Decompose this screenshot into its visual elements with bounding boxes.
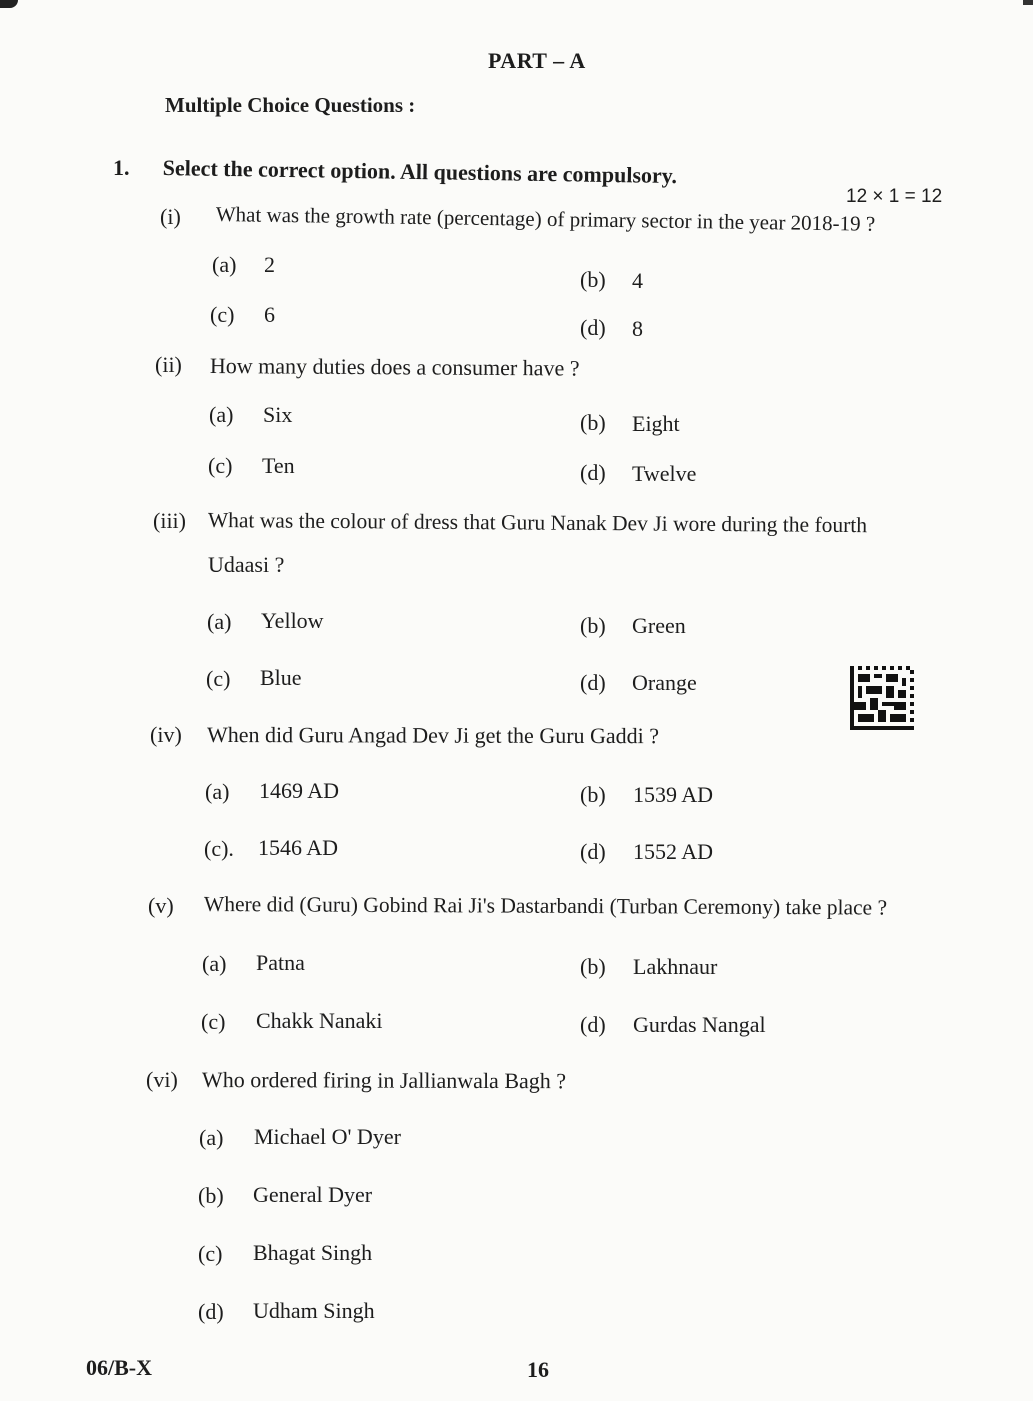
- sub-question-text: Udaasi ?: [208, 552, 285, 577]
- option-value: Ten: [262, 453, 295, 478]
- option-value: 1546 AD: [258, 835, 339, 860]
- scan-corner-mark: [1023, 0, 1033, 5]
- scan-corner-mark: [0, 0, 18, 8]
- option-value: Bhagat Singh: [253, 1240, 373, 1265]
- sub-question-text: What was the colour of dress that Guru Nanak Dev Ji wore during the fourth: [207, 508, 868, 538]
- option-value: Yellow: [261, 608, 324, 633]
- option-label: (c): [210, 302, 235, 327]
- sub-question-text: Who ordered firing in Jallianwala Bagh ?: [201, 1067, 567, 1094]
- datamatrix-barcode: [850, 666, 914, 730]
- sub-question-text: When did Guru Angad Dev Ji get the Guru Gaddi ?: [206, 722, 660, 749]
- option-label: (b): [580, 410, 606, 435]
- option-label: (d): [580, 839, 606, 864]
- question-instruction: Select the correct option. All questions are compulsory.: [162, 155, 678, 189]
- sub-question-number: (i): [160, 204, 181, 229]
- option-value: 1552 AD: [633, 839, 714, 864]
- paper-code: 06/B-X: [86, 1355, 152, 1380]
- option-label: (a): [209, 402, 234, 427]
- part-title: PART – A: [488, 48, 586, 73]
- option-value: Blue: [260, 665, 302, 690]
- option-value: Eight: [632, 411, 680, 436]
- option-label: (a): [212, 252, 237, 277]
- option-label: (c).: [204, 836, 234, 861]
- option-value: Six: [263, 402, 293, 427]
- option-label: (b): [580, 782, 606, 807]
- option-label: (b): [580, 613, 606, 638]
- page-number: 16: [527, 1357, 549, 1382]
- option-value: Michael O' Dyer: [254, 1124, 401, 1149]
- option-label: (b): [198, 1183, 224, 1208]
- option-label: (b): [580, 267, 606, 292]
- option-label: (d): [580, 1012, 606, 1037]
- option-label: (a): [199, 1125, 224, 1150]
- question-number: 1.: [113, 155, 130, 180]
- sub-question-number: (iii): [153, 508, 186, 533]
- sub-question-text: How many duties does a consumer have ?: [209, 353, 580, 381]
- option-label: (c): [206, 666, 231, 691]
- option-label: (d): [198, 1299, 224, 1324]
- option-label: (a): [207, 609, 232, 634]
- sub-question-number: (vi): [146, 1067, 178, 1092]
- option-label: (d): [580, 315, 606, 340]
- option-label: (c): [208, 453, 233, 478]
- option-label: (d): [580, 460, 606, 485]
- option-value: 1469 AD: [259, 778, 340, 803]
- section-heading: Multiple Choice Questions :: [165, 93, 416, 117]
- option-value: Patna: [256, 950, 305, 975]
- option-value: General Dyer: [253, 1182, 373, 1207]
- option-value: 2: [264, 252, 275, 277]
- option-value: 4: [632, 268, 643, 293]
- option-value: Chakk Nanaki: [256, 1008, 383, 1033]
- option-value: Gurdas Nangal: [633, 1012, 766, 1037]
- option-value: Orange: [632, 670, 697, 695]
- option-value: Lakhnaur: [633, 954, 718, 979]
- option-value: Udham Singh: [253, 1298, 375, 1323]
- option-value: 6: [264, 302, 275, 327]
- option-label: (a): [202, 951, 227, 976]
- option-value: Green: [632, 613, 686, 638]
- option-label: (c): [198, 1241, 223, 1266]
- sub-question-text: Where did (Guru) Gobind Rai Ji's Dastarbandi (Turban Ceremony) take place ?: [203, 892, 888, 920]
- sub-question-number: (ii): [155, 352, 182, 377]
- option-label: (b): [580, 954, 606, 979]
- marks-scheme: 12 × 1 = 12: [846, 186, 943, 207]
- option-label: (d): [580, 670, 606, 695]
- sub-question-text: What was the growth rate (percentage) of primary sector in the year 2018-19 ?: [215, 202, 876, 236]
- sub-question-number: (iv): [150, 722, 182, 747]
- option-value: 1539 AD: [633, 782, 714, 807]
- option-label: (c): [201, 1009, 226, 1034]
- option-label: (a): [205, 779, 230, 804]
- sub-question-number: (v): [148, 893, 174, 918]
- option-value: Twelve: [632, 461, 697, 486]
- option-value: 8: [632, 316, 643, 341]
